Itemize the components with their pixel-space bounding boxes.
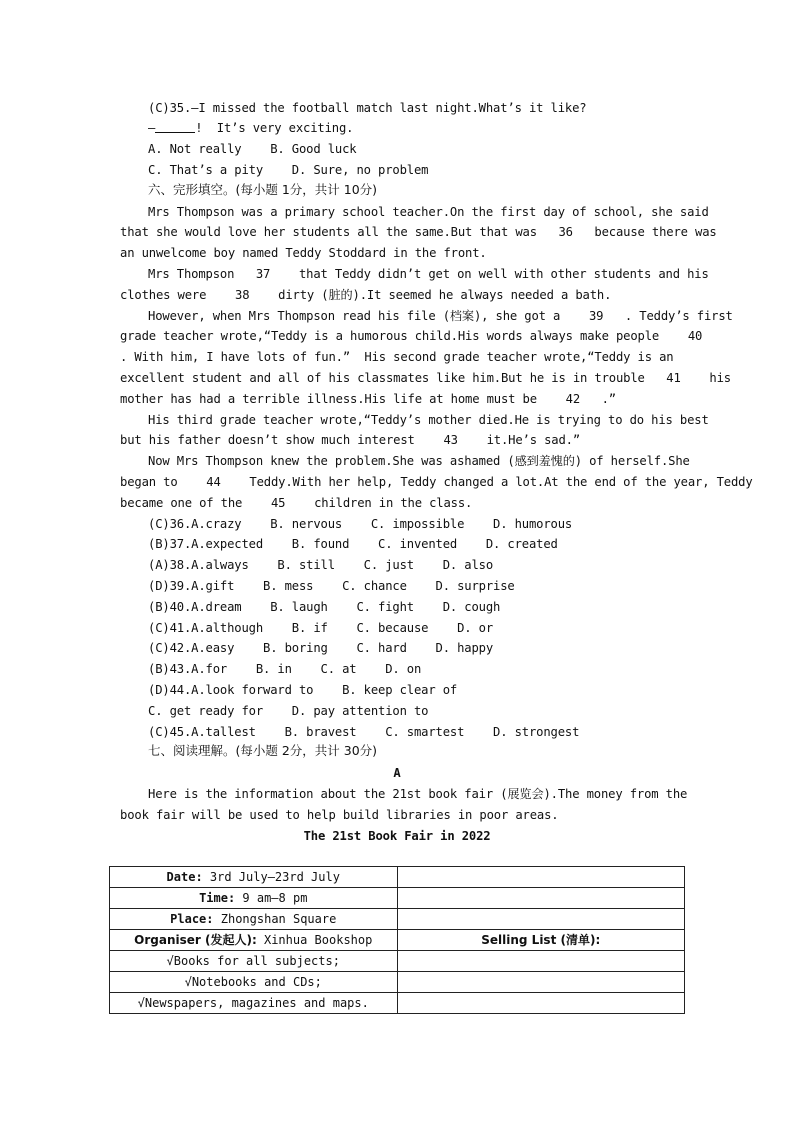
cloze-line: . With him, I have lots of fun.” His second grade teacher wrote,“Teddy is an xyxy=(120,350,674,364)
q35-options-cd: C. That’s a pity D. Sure, no problem xyxy=(148,163,429,177)
cloze-line: that she would love her students all the same.But that was 36 because there was xyxy=(120,225,717,239)
table-row xyxy=(110,993,685,1014)
place-value: Zhongshan Square xyxy=(213,912,337,926)
date-value: 3rd July—23rd July xyxy=(202,870,340,884)
q35-options-ab: A. Not really B. Good luck xyxy=(148,142,357,156)
answer-row: (D)39.A.gift B. mess C. chance D. surprise xyxy=(148,579,515,593)
answer-row: (C)45.A.tallest B. bravest C. smartest D. strongest xyxy=(148,725,580,739)
table-row xyxy=(110,930,685,951)
organiser-cell xyxy=(110,930,398,951)
answer-row: C. get ready for D. pay attention to xyxy=(148,704,429,718)
cloze-line: excellent student and all of his classmates like him.But he is in trouble 41 his xyxy=(120,371,731,385)
selling-list-cell xyxy=(397,930,685,951)
cloze-line: However, when Mrs Thompson read his file (档案), she got a 39 . Teddy’s first xyxy=(148,309,733,323)
empty-cell xyxy=(397,909,685,930)
cloze-line: Mrs Thompson was a primary school teacher.On the first day of school, she said xyxy=(148,205,709,219)
empty-cell xyxy=(397,993,685,1014)
answer-row: (D)44.A.look forward to B. keep clear of xyxy=(148,683,458,697)
reading-intro-line: book fair will be used to help build libraries in poor areas. xyxy=(120,808,559,822)
answer-row: (C)41.A.although B. if C. because D. or xyxy=(148,621,493,635)
part-label: A xyxy=(393,766,401,780)
cloze-line: His third grade teacher wrote,“Teddy’s mother died.He is trying to do his best xyxy=(148,413,709,427)
place-cell xyxy=(110,909,398,930)
organiser-value: Xinhua Bookshop xyxy=(256,933,373,947)
item-cell: √Newspapers, magazines and maps. xyxy=(110,993,398,1014)
item-cell: √Notebooks and CDs; xyxy=(110,972,398,993)
date-label: Date: xyxy=(166,870,203,884)
item-cell: √Books for all subjects; xyxy=(110,951,398,972)
cloze-line: became one of the 45 children in the class. xyxy=(120,496,473,510)
selling-list-label: Selling List (清单): xyxy=(481,933,601,947)
date-cell xyxy=(110,867,398,888)
book-fair-table xyxy=(109,866,685,1014)
empty-cell xyxy=(397,888,685,909)
cloze-line: clothes were 38 dirty (脏的).It seemed he always needed a bath. xyxy=(120,288,612,302)
table-row xyxy=(110,909,685,930)
answer-row: (C)36.A.crazy B. nervous C. impossible D. humorous xyxy=(148,517,573,531)
reading-intro-line: Here is the information about the 21st book fair (展览会).The money from the xyxy=(148,787,688,801)
time-label: Time: xyxy=(199,891,236,905)
empty-cell xyxy=(397,951,685,972)
q35-stem: (C)35.—I missed the football match last night.What’s it like? xyxy=(148,101,587,115)
answer-row: (A)38.A.always B. still C. just D. also xyxy=(148,558,493,572)
cloze-line: grade teacher wrote,“Teddy is a humorous child.His words always make people 40 xyxy=(120,329,703,343)
cloze-line: Mrs Thompson 37 that Teddy didn’t get on well with other students and his xyxy=(148,267,709,281)
table-row xyxy=(110,888,685,909)
organiser-label: Organiser (发起人): xyxy=(134,933,257,947)
answer-row: (B)43.A.for B. in C. at D. on xyxy=(148,662,422,676)
cloze-line: an unwelcome boy named Teddy Stoddard in the front. xyxy=(120,246,487,260)
section6-heading: 六、完形填空。(每小题 1分，共计 10分) xyxy=(148,182,378,197)
empty-cell xyxy=(397,867,685,888)
q35-reply-prefix: — xyxy=(148,121,156,135)
table-row xyxy=(110,867,685,888)
table-row xyxy=(110,951,685,972)
table-title: The 21st Book Fair in 2022 xyxy=(303,829,491,843)
empty-cell xyxy=(397,972,685,993)
q35-reply-suffix: ! It’s very exciting. xyxy=(195,121,354,135)
answer-row: (B)37.A.expected B. found C. invented D. created xyxy=(148,537,558,551)
table-row xyxy=(110,972,685,993)
cloze-line: Now Mrs Thompson knew the problem.She was ashamed (感到羞愧的) of herself.She xyxy=(148,454,690,468)
cloze-line: mother has had a terrible illness.His life at home must be 42 .” xyxy=(120,392,616,406)
time-cell xyxy=(110,888,398,909)
q35-reply xyxy=(148,120,353,136)
answer-row: (B)40.A.dream B. laugh C. fight D. cough xyxy=(148,600,501,614)
place-label: Place: xyxy=(170,912,214,926)
q35-answer-blank xyxy=(155,120,195,133)
answer-row: (C)42.A.easy B. boring C. hard D. happy xyxy=(148,641,493,655)
cloze-line: began to 44 Teddy.With her help, Teddy changed a lot.At the end of the year, Teddy xyxy=(120,475,753,489)
time-value: 9 am—8 pm xyxy=(235,891,308,905)
cloze-line: but his father doesn’t show much interest 43 it.He’s sad.” xyxy=(120,433,580,447)
section7-heading: 七、阅读理解。(每小题 2分，共计 30分) xyxy=(148,743,378,758)
